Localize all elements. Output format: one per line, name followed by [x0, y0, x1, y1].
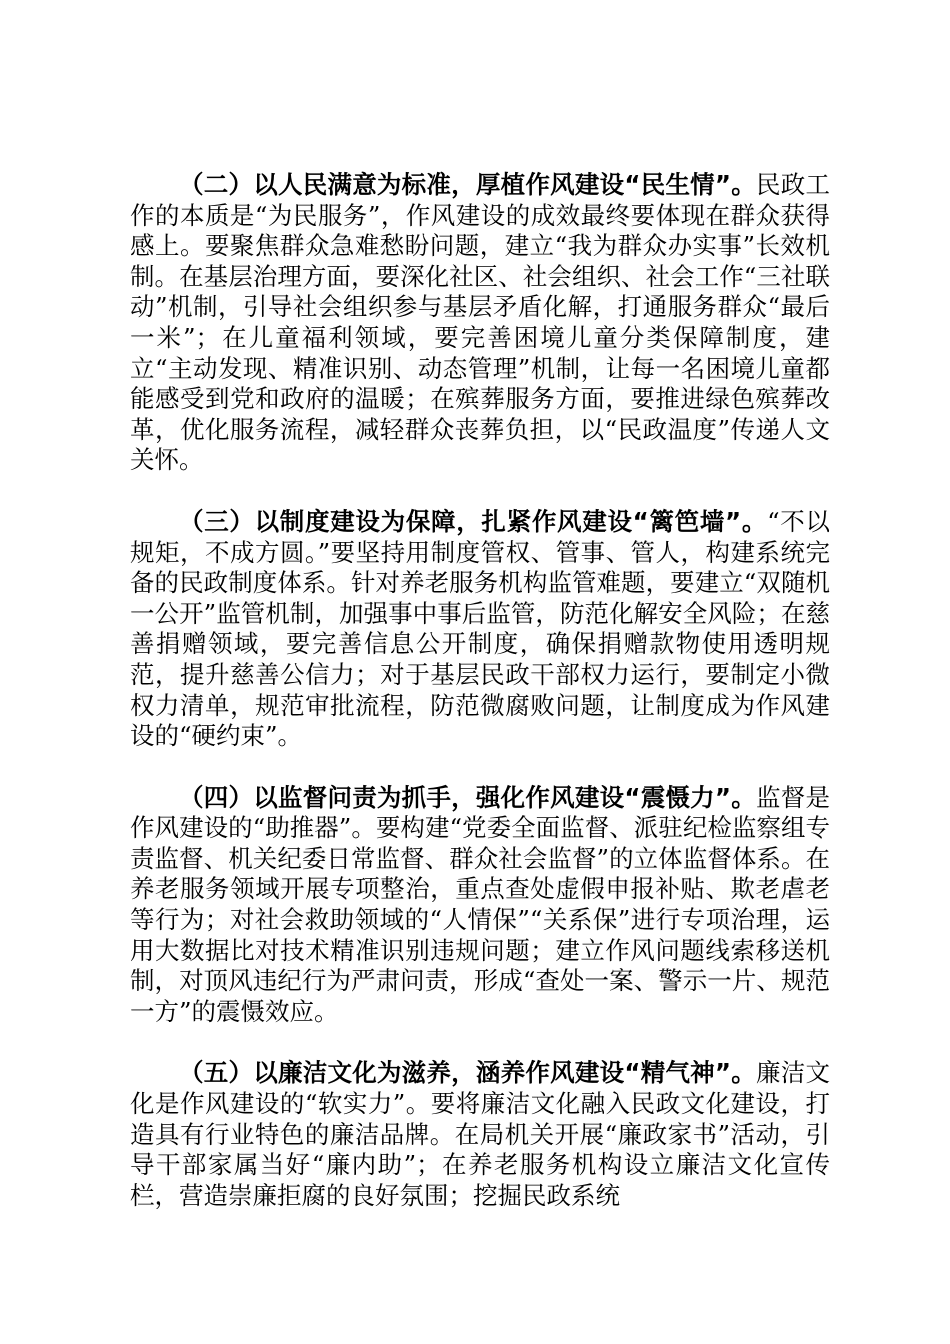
paragraph-2 [130, 170, 830, 476]
paragraph-body: 民政工作的本质是“为民服务”，作风建设的成效最终要体现在群众获得感上。要聚焦群众急难愁盼问题，建立“我为群众办实事”长效机制。在基层治理方面，要深化社区、社会组织、社会工作“三社联动”机制，引导社会组织参与基层矛盾化解，打通服务群众“最后一米”；在儿童福利领域，要完善困境儿童分类保障制度，建立“主动发现、精准识别、动态管理”机制，让每一名困境儿童都能感受到党和政府的温暖；在殡葬服务方面，要推进绿色殡葬改革，优化服务流程，减轻群众丧葬负担，以“民政温度”传递人文关怀。 [130, 170, 830, 475]
paragraph-4 [130, 783, 830, 1028]
paragraph-body: “不以规矩，不成方圆。”要坚持用制度管权、管事、管人，构建系统完备的民政制度体系。针对养老服务机构监管难题，要建立“双随机一公开”监管机制，加强事中事后监管，防范化解安全风险；在慈善捐赠领域，要完善信息公开制度，确保捐赠款物使用透明规范，提升慈善公信力；对于基层民政干部权力运行，要制定小微权力清单，规范审批流程，防范微腐败问题，让制度成为作风建设的“硬约束”。 [130, 506, 830, 751]
paragraph-3 [130, 507, 830, 752]
paragraph-heading: （二）以人民满意为标准，厚植作风建设“民生情”。 [179, 170, 757, 199]
paragraph-5 [130, 1058, 830, 1211]
paragraph-heading: （四）以监督问责为抓手，强化作风建设“震慑力”。 [179, 782, 757, 812]
paragraph-body: 监督是作风建设的“助推器”。要构建“党委全面监督、派驻纪检监察组专责监督、机关纪委日常监督、群众社会监督”的立体监督体系。在养老服务领域开展专项整治，重点查处虚假申报补贴、欺老虐老等行为；对社会救助领域的“人情保”“关系保”进行专项治理，运用大数据比对技术精准识别违规问题；建立作风问题线索移送机制，对顶风违纪行为严肃问责，形成“查处一案、警示一片、规范一方”的震慑效应。 [130, 782, 830, 1026]
paragraph-heading: （三）以制度建设为保障，扎紧作风建设“篱笆墙”。 [179, 506, 768, 536]
paragraph-heading: （五）以廉洁文化为滋养，涵养作风建设“精气神”。 [179, 1058, 757, 1088]
document-page [130, 170, 830, 1242]
paragraph-body: 廉洁文化是作风建设的“软实力”。要将廉洁文化融入民政文化建设，打造具有行业特色的廉洁品牌。在局机关开展“廉政家书”活动，引导干部家属当好“廉内助”；在养老服务机构设立廉洁文化宣传栏，营造崇廉拒腐的良好氛围；挖掘民政系统 [130, 1058, 830, 1210]
